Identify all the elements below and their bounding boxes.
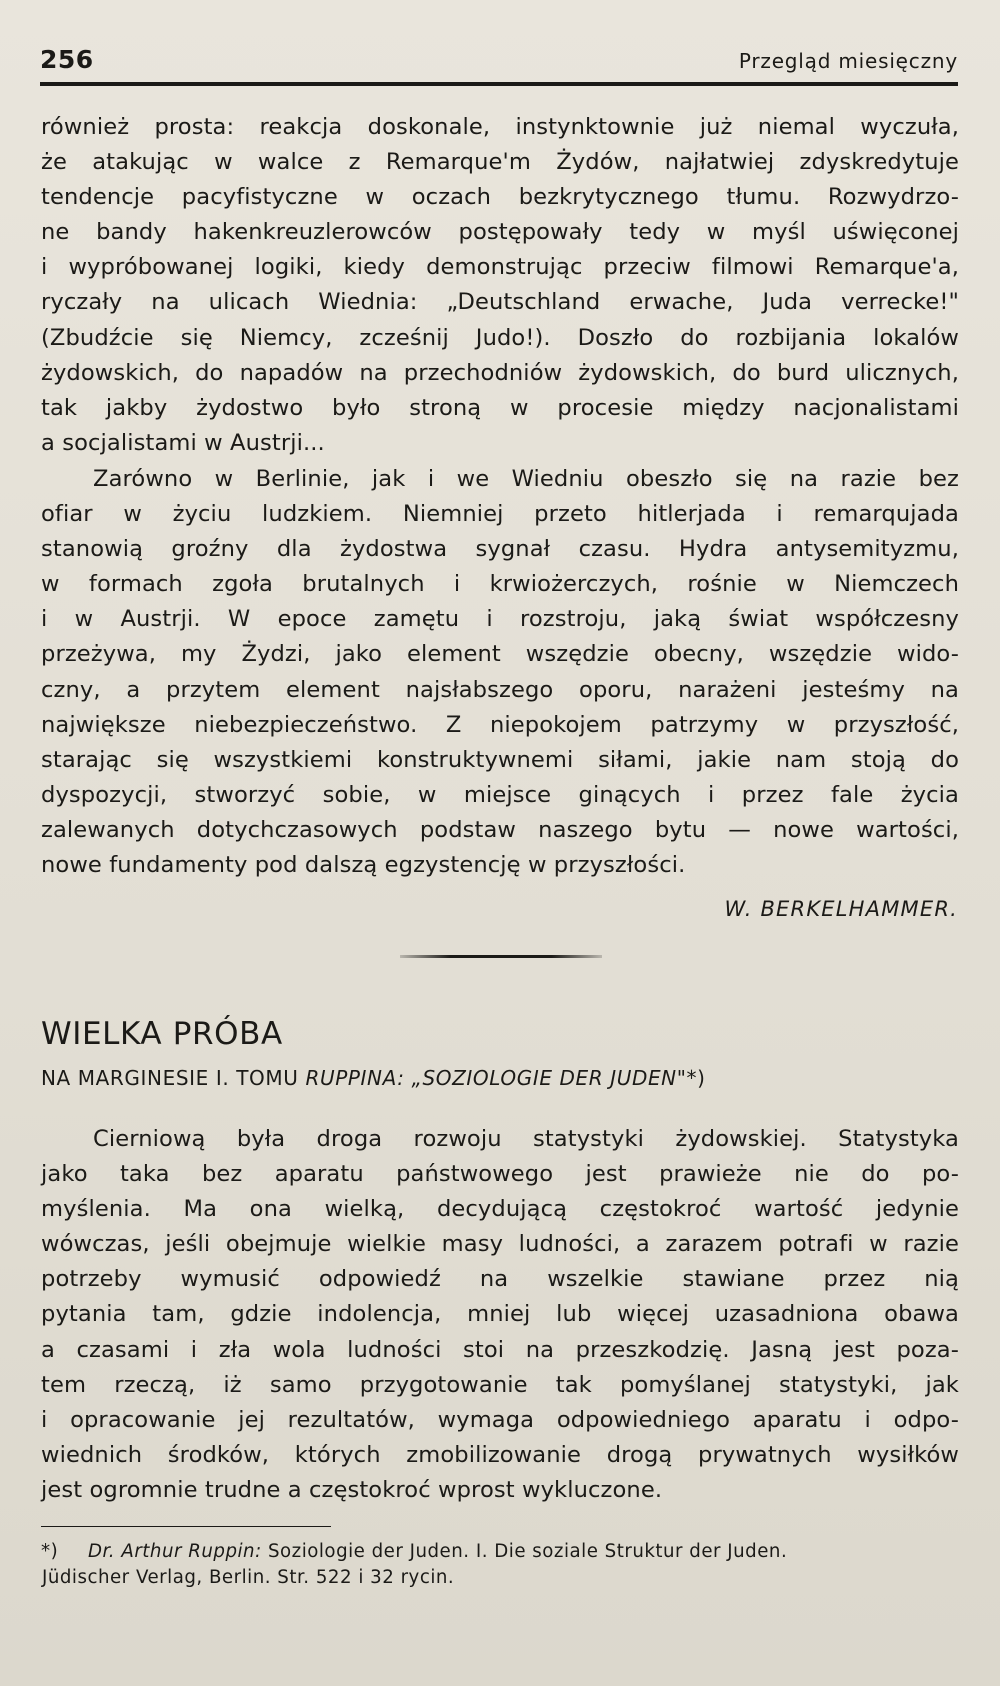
footnote-rule (41, 1526, 331, 1527)
text-line: ryczały na ulicach Wiednia: „Deutschland erwache, Juda verrecke!" (41, 289, 959, 316)
text-line: Zarówno w Berlinie, jak i we Wiedniu obeszło się na razie bez (93, 466, 959, 492)
text-line: jest ogromnie trudne a częstokroć wprost wykluczone. (41, 1476, 663, 1503)
text-line: ne bandy hakenkreuzlerowców postępowały tedy w myśl uświęconej (41, 219, 959, 246)
text-line: czny, a przytem element najsłabszego oporu, narażeni jesteśmy na (41, 676, 959, 703)
text-line: tak jakby żydostwo było stroną w procesie między nacjonalistami (41, 394, 959, 421)
text-line: wiednich środków, których zmobilizowanie drogą prywatnych wysiłków (41, 1441, 959, 1468)
text-line: że atakując w walce z Remarque'm Żydów, najłatwiej zdyskredytuje (41, 149, 959, 176)
text-line: (Zbudźcie się Niemcy, zcześnij Judo!). Doszło do rozbijania lokalów (41, 324, 959, 351)
footnote-publisher: Jüdischer Verlag, Berlin. Str. 522 i 32 rycin. (42, 1567, 455, 1588)
author-signature: W. BERKELHAMMER. (724, 897, 958, 921)
footnote (41, 1539, 959, 1591)
text-line: żydowskich, do napadów na przechodniów żydowskich, do burd ulicznych, (41, 359, 959, 386)
text-line: Cierniową była droga rozwoju statystyki żydowskiej. Statystyka (93, 1126, 959, 1152)
footnote-mark: *) (41, 1541, 59, 1562)
text-line: i wypróbowanej logiki, kiedy demonstrując przeciw filmowi Remarque'a, (41, 254, 959, 281)
text-line: tendencje pacyfistyczne w oczach bezkrytycznego tłumu. Rozwydrzo- (41, 184, 959, 211)
text-line: przeżywa, my Żydzi, jako element wszędzie obecny, wszędzie wido- (41, 641, 959, 668)
text-line: i w Austrji. W epoce zamętu i rozstroju, jaką świat współczesny (41, 606, 959, 633)
section-divider (400, 955, 602, 958)
text-line: pytania tam, gdzie indolencja, mniej lub więcej uzasadniona obawa (41, 1301, 959, 1328)
text-line: dyspozycji, stworzyć sobie, w miejsce ginących i przez fale życia (41, 781, 959, 808)
article1-paragraph1 (41, 110, 959, 461)
running-title: Przegląd miesięczny (738, 49, 958, 73)
text-line: zalewanych dotychczasowych podstaw naszego bytu — nowe wartości, (41, 816, 959, 843)
text-line: a czasami i zła wola ludności stoi na przeszkodzię. Jasną jest poza- (41, 1336, 959, 1363)
section-subtitle (41, 1066, 706, 1090)
subtitle-prefix: NA MARGINESIE I. TOMU (41, 1066, 306, 1090)
text-line: tem rzeczą, iż samo przygotowanie tak pomyślanej statystyki, jak (41, 1371, 959, 1398)
article2-paragraph1 (41, 1122, 959, 1508)
text-line: ofiar w życiu ludzkiem. Niemniej przeto hitlerjada i remarqujada (41, 501, 959, 528)
subtitle-italic: RUPPINA: „SOZIOLOGIE DER JUDEN" (305, 1066, 687, 1090)
text-line: i opracowanie jej rezultatów, wymaga odpowiedniego aparatu i odpo- (41, 1406, 959, 1433)
text-line: wówczas, jeśli obejmuje wielkie masy ludności, a zarazem potrafi w razie (41, 1231, 959, 1258)
article1-paragraph2 (41, 462, 959, 883)
section-title: WIELKA PRÓBA (41, 1016, 283, 1052)
text-line: w formach zgoła brutalnych i krwiożerczych, rośnie w Niemczech (41, 571, 959, 598)
footnote-reference: *) (686, 1066, 706, 1090)
text-line: myślenia. Ma ona wielką, decydującą częstokroć wartość jedynie (41, 1196, 959, 1223)
header-rule (40, 82, 958, 86)
text-line: a socjalistami w Austrji... (41, 429, 325, 456)
text-line: również prosta: reakcja doskonale, instynktownie już niemal wyczuła, (41, 114, 959, 140)
page-number: 256 (40, 45, 94, 74)
text-line: stanowią groźny dla żydostwa sygnał czasu. Hydra antysemityzmu, (41, 536, 959, 563)
text-line: starając się wszystkiemi konstruktywnemi siłami, jakie nam stoją do (41, 746, 959, 773)
footnote-author: Dr. Arthur Ruppin: (88, 1541, 262, 1562)
page-header (40, 45, 958, 79)
text-line: potrzeby wymusić odpowiedź na wszelkie stawiane przez nią (41, 1266, 959, 1293)
text-line: największe niebezpieczeństwo. Z niepokojem patrzymy w przyszłość, (41, 711, 959, 738)
text-line: nowe fundamenty pod dalszą egzystencję w przyszłości. (41, 852, 686, 879)
text-line: jako taka bez aparatu państwowego jest prawieże nie do po- (41, 1161, 959, 1188)
footnote-line (41, 1539, 959, 1565)
footnote-title: Soziologie der Juden. I. Die soziale Struktur der Juden. (261, 1541, 788, 1562)
